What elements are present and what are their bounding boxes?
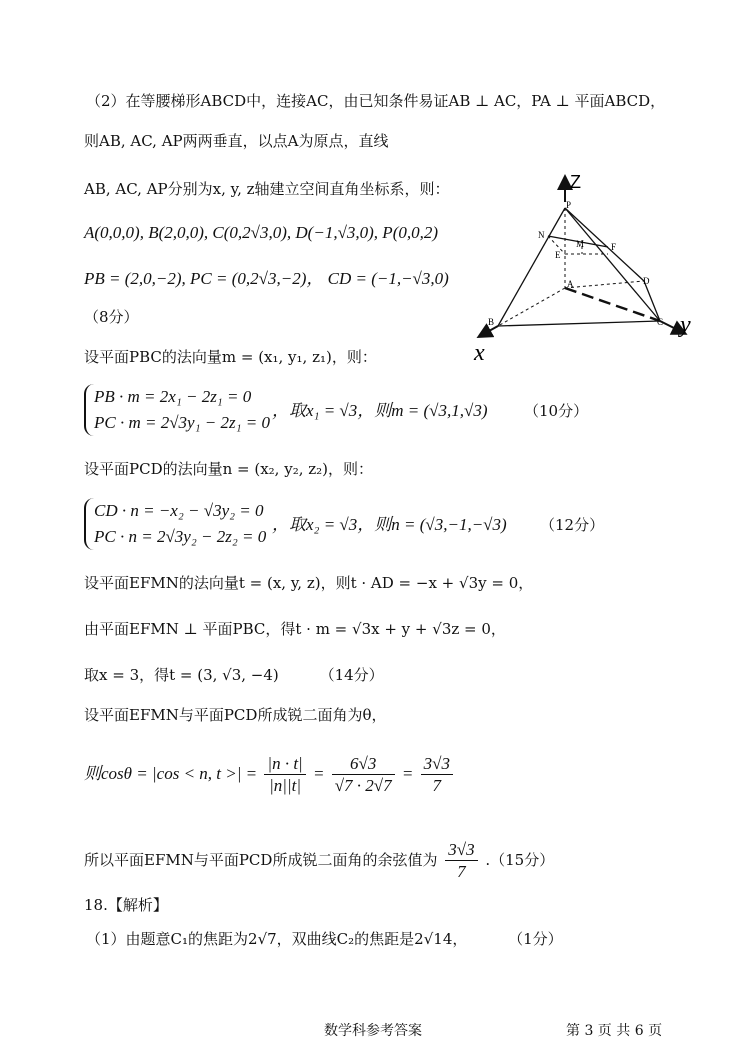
label-z-axis: Z (570, 172, 581, 192)
label-x-axis: x (474, 340, 485, 364)
dihedral-angle-line: 设平面EFMN与平面PCD所成锐二面角为θ， (84, 706, 387, 724)
label-y-axis: y (680, 312, 691, 338)
score-15: .（15分） (485, 851, 555, 869)
vector-cd: CD = (−1,−√3,0) (327, 269, 449, 288)
system-n-eq1: CD · n = −x₂ − √3y₂ = 0 (94, 501, 264, 520)
label-a: A (567, 279, 574, 289)
fraction-1-numerator: |n · t| (264, 754, 305, 775)
label-m: M (576, 239, 585, 249)
equals-sign-1: = (312, 764, 325, 783)
edge-pc (565, 208, 660, 321)
edge-dc (644, 281, 660, 321)
label-p: P (566, 200, 572, 210)
normal-t-line: 设平面EFMN的法向量t = (x, y, z)，则t · AD = −x + √3y = 0， (84, 574, 534, 592)
fraction-2 (332, 754, 395, 797)
x-axis (480, 326, 498, 336)
vectors-pb-pc: PB = (2,0,−2), PC = (0,2√3,−2)， (84, 269, 324, 288)
conclusion-fraction (445, 840, 477, 883)
label-c: C (657, 317, 664, 327)
fraction-3-denominator: 7 (432, 775, 442, 795)
system-n-eq2: PC · n = 2√3y₂ − 2z₂ = 0 (94, 527, 267, 546)
system-n-result: ，取x₂ = √3，则n = (√3,−1,−√3) (272, 515, 507, 534)
part-1-line (86, 928, 563, 950)
footer-title: 数学科参考答案 (324, 1023, 422, 1039)
part-1-text: （1）由题意C₁的焦距为2√7，双曲线C₂的焦距是2√14， (86, 930, 468, 948)
equation-system-n (84, 498, 266, 550)
text-line-3: AB, AC, AP分别为x, y, z轴建立空间直角坐标系，则： (84, 180, 450, 198)
score-1: （1分） (508, 930, 563, 948)
cos-theta-line (84, 752, 456, 797)
score-10: （10分） (524, 402, 589, 420)
vectors-line (84, 268, 449, 290)
text-line-1: （2）在等腰梯形ABCD中，连接AC，由已知条件易证AB ⊥ AC，PA ⊥ 平面ABCD， (86, 92, 666, 110)
conclusion-line (84, 838, 554, 883)
fraction-2-denominator: √7 · 2√7 (334, 775, 392, 795)
score-12: （12分） (540, 516, 605, 534)
edge-bc (498, 321, 660, 326)
score-14: （14分） (319, 666, 384, 684)
system-m-result: ，取x₁ = √3，则m = (√3,1,√3) (272, 401, 488, 420)
section-18-heading: 18.【解析】 (84, 896, 168, 914)
conclusion-denominator: 7 (457, 861, 466, 881)
equation-system-m (84, 384, 270, 436)
perpendicular-line: 由平面EFMN ⊥ 平面PBC，得t · m = √3x + y + √3z = 0， (84, 620, 506, 638)
label-n: N (538, 230, 545, 240)
system-m-eq1: PB · m = 2x₁ − 2z₁ = 0 (94, 387, 252, 406)
equals-sign-2: = (401, 764, 414, 783)
pyramid-figure (462, 168, 698, 364)
fraction-1 (264, 754, 305, 797)
fraction-3 (421, 754, 453, 797)
fraction-2-numerator: 6√3 (332, 754, 395, 775)
text-line-2: 则AB, AC, AP两两垂直，以点A为原点，直线 (84, 132, 389, 150)
normal-n-line: 设平面PCD的法向量n = (x₂, y₂, z₂)，则： (84, 460, 374, 478)
t-vector-result: 取x = 3，得t = (3, √3, −4) (84, 666, 279, 684)
label-b: B (488, 317, 495, 327)
edge-pb (498, 208, 565, 326)
page-number: 第 3 页 共 6 页 (566, 1023, 663, 1039)
system-m-eq2: PC · m = 2√3y₁ − 2z₁ = 0 (94, 413, 270, 432)
conclusion-numerator: 3√3 (445, 840, 477, 861)
label-f: F (611, 242, 617, 252)
choose-x-line (84, 664, 384, 686)
cos-theta-left: 则cosθ = |cos < n, t >| = (84, 764, 258, 783)
label-e: E (555, 250, 561, 260)
normal-m-line: 设平面PBC的法向量m = (x₁, y₁, z₁)，则： (84, 348, 377, 366)
coordinates-line: A(0,0,0), B(2,0,0), C(0,2√3,0), D(−1,√3,0), P(0,0,2) (84, 223, 439, 242)
fraction-3-numerator: 3√3 (421, 754, 453, 775)
conclusion-text: 所以平面EFMN与平面PCD所成锐二面角的余弦值为 (84, 851, 438, 869)
label-d: D (643, 276, 650, 286)
fraction-1-denominator: |n||t| (269, 775, 302, 795)
score-8: （8分） (84, 308, 139, 326)
